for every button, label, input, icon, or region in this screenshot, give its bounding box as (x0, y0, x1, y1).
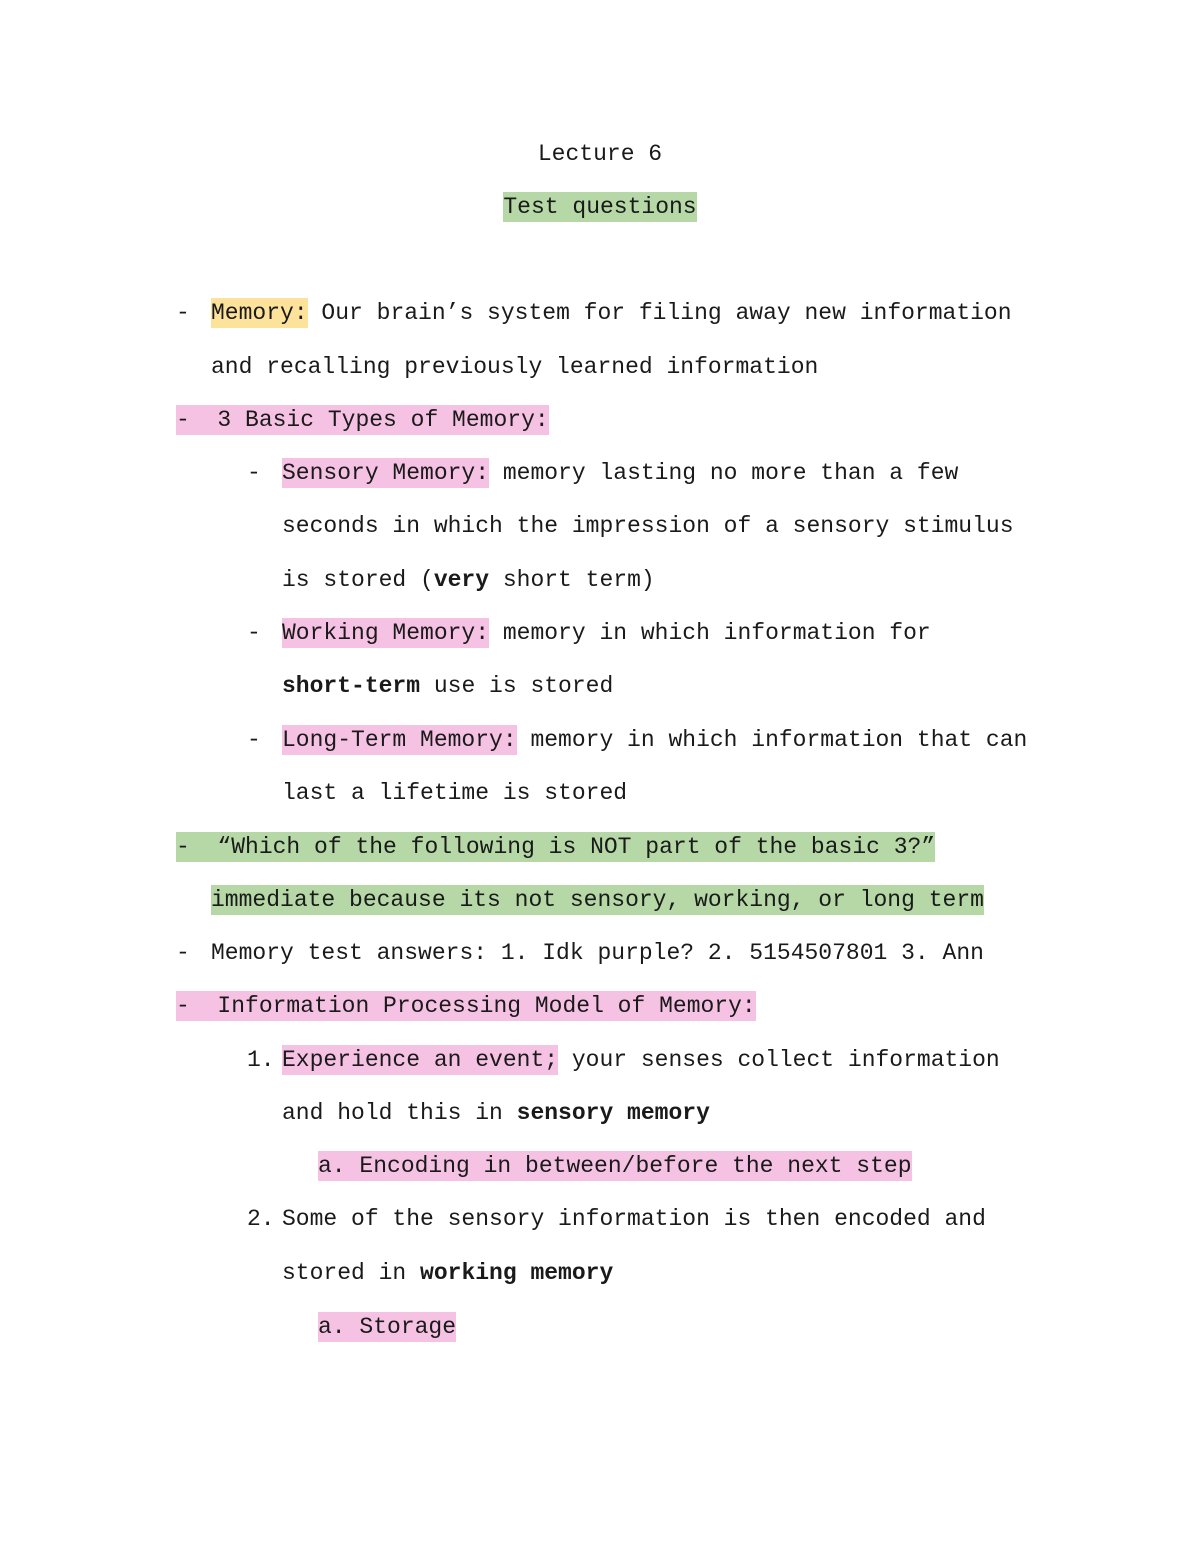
step2-line1: Some of the sensory information is then encoded and (282, 1206, 986, 1232)
ipm-highlight: - Information Processing Model of Memory: (176, 993, 756, 1019)
bold-working-memory: working memory (420, 1260, 614, 1286)
memory-definition-text: Our brain’s system for filing away new information (307, 300, 1012, 326)
memory-definition-line1 (211, 297, 1012, 329)
step1-sub-highlight: a. Encoding in between/before the next step (318, 1153, 912, 1179)
sensory-term: Sensory Memory: (282, 460, 490, 486)
bullet-dash: - (247, 727, 261, 753)
step2-sub-highlight: a. Storage (318, 1314, 457, 1340)
longterm-line2: last a lifetime is stored (282, 780, 628, 806)
sensory-line1: Sensory Memory: memory lasting no more than a few (282, 460, 959, 486)
bold-short-term: short-term (282, 673, 421, 699)
bullet-dash: - (247, 460, 261, 486)
working-line2: short-term use is stored (282, 673, 614, 699)
step2-sub (318, 1311, 456, 1343)
memory-test-answers: Memory test answers: 1. Idk purple? 2. 5154507801 3. Ann (211, 940, 984, 966)
step1-line2: and hold this in sensory memory (282, 1100, 710, 1126)
step2-line2: stored in working memory (282, 1260, 614, 1286)
subtitle-highlight: Test questions (503, 194, 697, 220)
bold-very: very (433, 567, 490, 593)
bullet-dash: - (176, 940, 190, 966)
step1-sub (318, 1150, 912, 1182)
step-number: 1. (247, 1047, 275, 1073)
basic-types-heading (176, 404, 549, 436)
answer-highlight: immediate because its not sensory, working, or long term (211, 887, 984, 913)
step1-line1: Experience an event; your senses collect information (282, 1047, 1000, 1073)
sensory-line2: seconds in which the impression of a sensory stimulus (282, 513, 1014, 539)
bullet-dash: - (247, 620, 261, 646)
bullet-dash: - (176, 300, 190, 326)
question-highlight: - “Which of the following is NOT part of the basic 3?” (176, 834, 936, 860)
step1-term: Experience an event; (282, 1047, 559, 1073)
longterm-line1: Long-Term Memory: memory in which information that can (282, 727, 1028, 753)
test-question-line1 (176, 831, 935, 863)
ipm-heading (176, 990, 756, 1022)
working-line1: Working Memory: memory in which information for (282, 620, 931, 646)
sensory-line3: is stored (very short term) (282, 567, 655, 593)
basic-types-highlight: - 3 Basic Types of Memory: (176, 407, 549, 433)
bold-sensory-memory: sensory memory (516, 1100, 710, 1126)
memory-term: Memory: (211, 300, 308, 326)
page-subtitle (0, 191, 1200, 223)
page-title: Lecture 6 (537, 141, 663, 167)
step-number: 2. (247, 1206, 275, 1232)
working-term: Working Memory: (282, 620, 490, 646)
test-question-answer (211, 884, 984, 916)
memory-definition-line2: and recalling previously learned information (211, 354, 819, 380)
longterm-term: Long-Term Memory: (282, 727, 517, 753)
